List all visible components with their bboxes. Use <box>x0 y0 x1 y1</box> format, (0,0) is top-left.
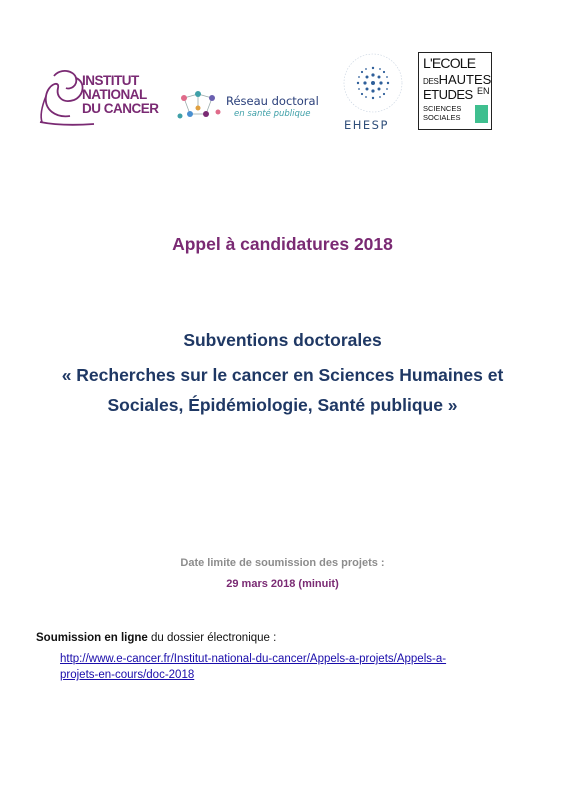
program-subtitle-line-1: « Recherches sur le cancer en Sciences Humaines et <box>61 365 504 385</box>
inca-line-1: INSTITUT <box>82 73 139 88</box>
ehess-hautes: HAUTES <box>438 72 492 87</box>
ehess-des: DES <box>423 77 439 86</box>
inca-wordmark <box>82 74 174 116</box>
ehesp-logo <box>338 50 408 134</box>
submission-text <box>36 632 276 644</box>
ehess-logo <box>418 52 492 130</box>
submission-url-line-2[interactable]: projets-en-cours/doc-2018 <box>60 669 195 681</box>
call-title: Appel à candidatures 2018 <box>172 234 393 254</box>
deadline-value: 29 mars 2018 (minuit) <box>226 578 339 590</box>
submission-url-line-1[interactable]: http://www.e-cancer.fr/Institut-national-du-cancer/Appels-a-projets/Appels-a- <box>60 653 447 665</box>
submission-bold: Soumission en ligne <box>36 632 148 644</box>
network-people-icon <box>176 86 224 126</box>
ehesp-name: EHESP <box>344 118 389 132</box>
ehess-line-3: ETUDES <box>423 87 473 102</box>
reseau-doctoral-logo <box>176 86 326 126</box>
inca-logo <box>36 66 176 132</box>
program-subtitle <box>0 360 565 420</box>
ehess-line-1: L'ECOLE <box>423 55 476 71</box>
program-title: Subventions doctorales <box>183 330 382 350</box>
ehess-en: EN <box>477 86 490 96</box>
inca-line-3: DU CANCER <box>82 101 159 116</box>
ehess-line-4: SCIENCES <box>423 104 462 113</box>
ehesp-dots-emblem-icon <box>338 50 408 116</box>
reseau-title: Réseau doctoral <box>226 94 319 108</box>
reseau-subtitle: en santé publique <box>234 109 311 119</box>
inca-line-2: NATIONAL <box>82 87 147 102</box>
ehess-line-5: SOCIALES <box>423 113 461 122</box>
ehess-green-square <box>475 105 488 123</box>
submission-link[interactable] <box>60 651 520 683</box>
program-subtitle-line-2: Sociales, Épidémiologie, Santé publique » <box>107 395 458 415</box>
submission-rest: du dossier électronique : <box>147 632 277 644</box>
deadline-label: Date limite de soumission des projets : <box>180 557 385 569</box>
